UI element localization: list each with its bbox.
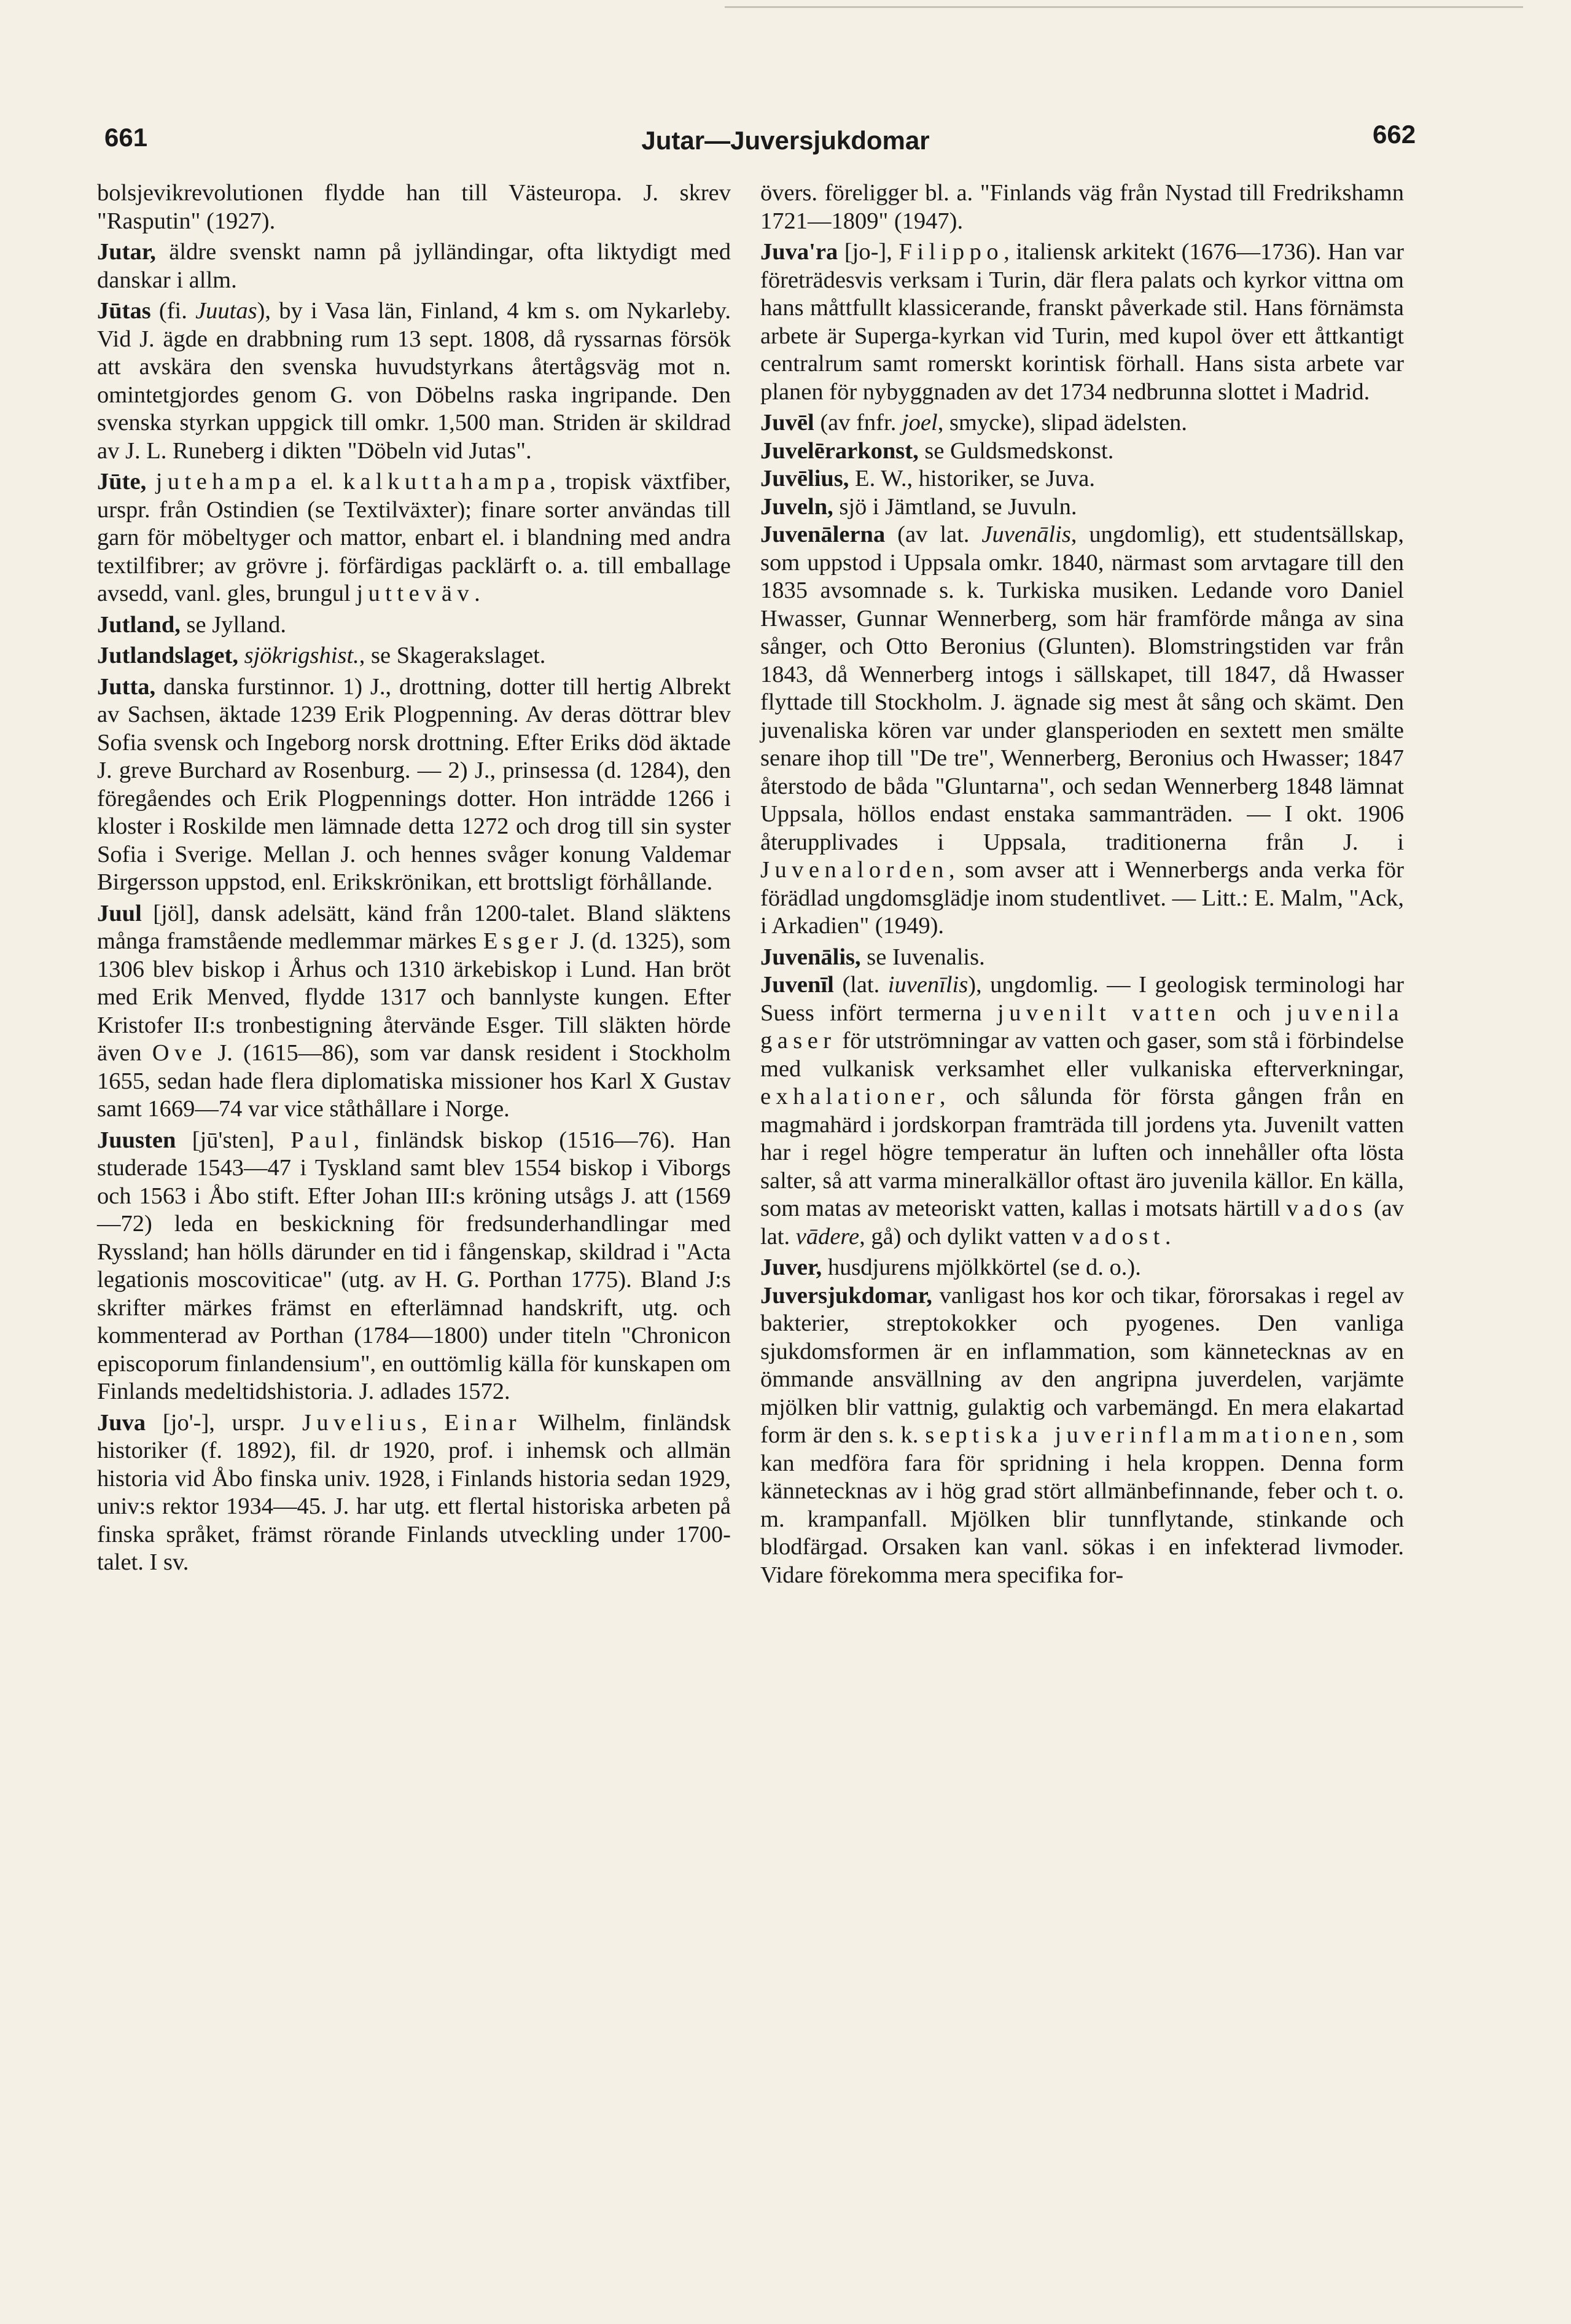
entry-text: danska furstinnor. 1) J., drottning, dotter till hertig Albrekt av Sachsen, äktade 1239 Erik Plogpenning. Av deras döttrar blev Sofia svensk och Ingeborg norsk drottning. Efter Eriks död äktade J. greve Burchard av Rosenburg. — 2) J., prinsessa (d. 1284), den föregåendes och Erik Plogpennings dotter. Hon inträdde 1266 i kloster i Roskilde men lämnade detta 1272 och drog till sin syster Sofia i Sverige. Mellan J. och hennes svåger konung Valdemar Birgersson uppstod, enl. Erikskrönikan, ett brottsligt förhållande.	[97, 673, 731, 895]
entry-text: kalkuttahampa	[343, 469, 550, 495]
dictionary-entry	[97, 1409, 731, 1577]
entry-text: för utströmningar av vatten och gaser, som stå i förbindelse med vulkanisk verksamhet eller vulkaniska efterverkningar,	[760, 1028, 1404, 1082]
entry-text: se Iuvenalis.	[860, 944, 985, 970]
entry-text: övers. föreligger bl. a. "Finlands väg från Nystad till Fredrikshamn 1721—1809" (1947).	[760, 180, 1404, 234]
entry-text	[238, 643, 244, 668]
left-page-number: 661	[104, 123, 148, 152]
entry-text: J. (1615—86), som var dansk resident i Stockholm 1655, sedan hade flera diplomatiska missioner hos Karl X Gustav samt 1669—74 var vice ståthållare i Norge.	[97, 1040, 731, 1122]
dictionary-entry	[760, 1254, 1404, 1282]
entry-text	[146, 469, 155, 495]
entry-text: , gå) och dylikt vatten	[859, 1223, 1072, 1250]
entry-text: exhalationer	[760, 1084, 940, 1109]
left-column	[97, 179, 731, 1580]
entry-text: (av lat.	[760, 1195, 1404, 1250]
entry-text: och	[1221, 1000, 1287, 1026]
entry-text: E. W., historiker, se Juva.	[849, 466, 1095, 491]
scan-edge-line	[725, 6, 1523, 8]
entry-text: bolsjevikrevolutionen flydde han till Västeuropa. J. skrev "Rasputin" (1927).	[97, 180, 731, 234]
entry-headword: Juveln,	[760, 493, 833, 520]
entry-text: Esger	[483, 928, 563, 954]
entry-headword: Jūte,	[97, 469, 147, 495]
entry-text: .	[474, 581, 480, 606]
entry-headword: Juver,	[760, 1254, 822, 1280]
entry-text: iuvenīlis	[887, 972, 969, 998]
running-title: Jutar—Juversjukdomar	[641, 126, 930, 155]
entry-text: juvenilt vatten	[997, 1000, 1222, 1026]
entry-headword: Jūtas	[97, 298, 151, 324]
right-column	[760, 179, 1404, 1592]
dictionary-entry	[97, 468, 731, 608]
entry-text: (lat.	[833, 972, 888, 998]
entry-headword: Juul	[97, 900, 142, 926]
entry-text: Wilhelm, finländsk historiker (f. 1892), fil. dr 1920, prof. i inhemsk och allmän historia vid Åbo finska univ. 1928, i Finlands historia sedan 1929, univ:s rektor 1934—45. J. har utg. ett flertal historiska arbeten på finska språket, främst rörande Finlands utveckling under 1700-talet. I sv.	[97, 1409, 731, 1575]
entry-text: husdjurens mjölkkörtel (se d. o.).	[822, 1254, 1141, 1280]
dictionary-entry	[97, 611, 731, 640]
entry-text: Paul	[290, 1127, 354, 1153]
entry-text: Juvenalorden	[760, 857, 949, 883]
entry-text: se Guldsmedskonst.	[918, 437, 1114, 464]
entry-headword: Juva'ra	[760, 239, 838, 265]
entry-text: , ungdomlig), ett studentsällskap, som uppstod i Uppsala omkr. 1840, närmast som arvtagare till den 1835 avsomnade s. k. Turkiska musiken. Ledande voro Daniel Hwasser, Gunnar Wennerberg, som här framförde många av sina sånger, och Otto Beronius (Glunten). Blomstringstiden var från 1843, då Wennerberg intogs i sällskapet, till 1847, då Hwasser flyttade till Stockholm. J. ägnade sig mest åt sång och skämt. Den juvenaliska kören var under glansperioden en sextett men smälte senare ihop till "De tre", Wennerberg, Beronius och Hwasser; 1847 återstodo de båda "Gluntarna", och sedan Wennerberg 1848 lämnat Uppsala, höllos endast enstaka sammanträden. — I okt. 1906 återupplivades i Uppsala, traditionerna från J. i	[760, 522, 1404, 855]
dictionary-entry	[760, 1282, 1404, 1590]
entry-text: jutehampa	[155, 469, 302, 495]
entry-text: Juvelius	[302, 1409, 421, 1436]
entry-text: [jū'sten],	[176, 1127, 291, 1153]
entry-text: vados	[1286, 1195, 1368, 1221]
entry-headword: Juvēlius,	[760, 466, 849, 491]
entry-headword: Juvelērarkonst,	[760, 437, 919, 464]
entry-headword: Juusten	[97, 1127, 176, 1153]
entry-headword: Jutlandslaget,	[97, 643, 238, 668]
dictionary-entry	[97, 238, 731, 294]
entry-text: ), by i Vasa län, Finland, 4 km s. om Nykarleby. Vid J. ägde en drabbning rum 13 sept. 1808, då ryssarnas försök att avskära den svenska huvudstyrkans återtågsväg mot n. omintetgjordes genom G. von Döbelns raska ingripande. Den svenska styrkan uppgick till omkr. 1,500 man. Striden är skildrad av J. L. Runeberg i dikten "Döbeln vid Jutas".	[97, 298, 731, 464]
dictionary-entry	[760, 971, 1404, 1251]
entry-text: , tropisk växtfiber, urspr. från Ostindien (se Textilväxter); finare sorter användas till garn för möbeltyger och mattor, enbart el. i blandning med andra textilfibrer; av grövre j. förfärdigas packlärft o. a. till emballage avsedd, vanl. gles, brungul	[97, 469, 731, 606]
dictionary-entry	[760, 238, 1404, 406]
entry-text: , som avser att i Wennerbergs anda verka för förädlad ungdomsglädje inom studentlivet. — Litt.: E. Malm, "Ack, i Arkadien" (1949).	[760, 857, 1404, 939]
entry-text: , italiensk arkitekt (1676—1736). Han var företrädesvis verksam i Turin, där flera palats och kyrkor vittna om hans måttfullt klassicerande, franskt påverkade stil. Hans förnämsta arbete är Superga-kyrkan vid Turin, med kupol över ett åttkantigt centralrum samt romerskt korintisk förhall. Hans sista arbete var planen för nybyggnaden av det 1734 nedbrunna slottet i Madrid.	[760, 239, 1404, 405]
entry-text: joel	[902, 410, 938, 436]
entry-text: juvenila gaser	[760, 1000, 1404, 1054]
dictionary-entry	[760, 465, 1404, 493]
entry-text: (av lat.	[885, 522, 982, 547]
entry-text: [jöl], dansk adelsätt, känd från 1200-talet. Bland släktens många framstående medlemmar märkes	[97, 900, 731, 954]
dictionary-entry	[97, 1127, 731, 1406]
entry-headword: Juvenālerna	[760, 522, 886, 547]
entry-text: Filippo	[899, 239, 1004, 265]
dictionary-entry	[97, 900, 731, 1124]
entry-text: äldre svenskt namn på jylländingar, ofta liktydigt med danskar i allm.	[97, 239, 731, 293]
entry-headword: Jutta,	[97, 673, 156, 700]
entry-headword: Jutar,	[97, 239, 156, 265]
entry-headword: Juva	[97, 1409, 146, 1436]
dictionary-entry	[97, 179, 731, 235]
dictionary-entry	[97, 297, 731, 465]
entry-headword: Juvenālis,	[760, 944, 861, 970]
entry-text: septiska juverinflammationen	[925, 1422, 1352, 1448]
entry-text: vadost	[1072, 1223, 1165, 1250]
entry-text: el.	[301, 469, 343, 495]
entry-text: (fi.	[150, 298, 196, 324]
right-page-number: 662	[1373, 120, 1416, 149]
entry-text: ,	[421, 1409, 445, 1436]
entry-text: , se Skagerakslaget.	[359, 643, 546, 668]
entry-headword: Juvenīl	[760, 972, 834, 998]
dictionary-entry	[97, 642, 731, 670]
entry-text: , och sålunda för första gången från en magmahärd i jordskorpan framträda till jordens yta. Juvenilt vatten har i regel högre temperatur än luften och innehåller ofta lösta salter, så att varma mineralkällor oftast äro juvenila källor. En källa, som matas av meteoriskt vatten, kallas i motsats härtill	[760, 1084, 1404, 1221]
entry-text: vādere	[795, 1223, 860, 1250]
entry-text: , som kan medföra fara för spridning i hela kroppen. Denna form kännetecknas av i hög grad stört allmänbefinnande, feber och t. o. m. krampanfall. Mjölken blir tunnflytande, stinkande och blodfärgad. Orsaken kan vanl. sökas i en infekterad livmoder. Vidare förekomma mera specifika for-	[760, 1422, 1404, 1588]
entry-text: jutteväv	[356, 581, 475, 606]
entry-text: .	[1164, 1223, 1171, 1250]
entry-text: [jo-],	[838, 239, 899, 265]
entry-text: (av fnfr.	[814, 410, 902, 436]
dictionary-entry	[760, 521, 1404, 941]
dictionary-entry	[760, 179, 1404, 235]
entry-text: , finländsk biskop (1516—76). Han studerade 1543—47 i Tyskland samt blev 1554 biskop i Viborgs och 1563 i Åbo stift. Efter Johan III:s kröning utsågs J. att (1569—72) leda en beskickning för fredsunderhandlingar med Ryssland; han hölls därunder en tid i fångenskap, skildrad i "Acta legationis moscoviticae" (utg. av H. G. Porthan 1775). Bland J:s skrifter märkes främst en efterlämnad handskrift, utg. och kommenterad av Porthan (1784—1800) under titeln "Chronicon episcoporum finlandensium", en outtömlig källa för kunskapen om Finlands medeltidshistoria. J. adlades 1572.	[97, 1127, 731, 1404]
entry-text: Juutas	[195, 298, 257, 324]
entry-text: ), ungdomlig. — I geologisk terminologi har Suess infört termerna	[760, 972, 1404, 1026]
entry-text: sjö i Jämtland, se Juvuln.	[833, 493, 1077, 520]
dictionary-entry	[760, 437, 1404, 466]
entry-text: [jo'-], urspr.	[146, 1409, 303, 1436]
dictionary-entry	[97, 673, 731, 897]
entry-headword: Juversjukdomar,	[760, 1282, 932, 1309]
dictionary-entry	[760, 944, 1404, 972]
dictionary-entry	[760, 493, 1404, 522]
entry-text: Juvenālis	[981, 522, 1071, 547]
entry-headword: Juvēl	[760, 410, 814, 436]
entry-text: se Jylland.	[180, 611, 287, 638]
entry-text: vanligast hos kor och tikar, förorsakas i regel av bakterier, streptokokker och pyogenes. Den vanliga sjukdomsformen är en inflammation, som kännetecknas av en ömmande ansvällning av den angripna juverdelen, varjämte mjölken blir vattnig, gulaktig och varbemängd. En mera elakartad form är den s. k.	[760, 1282, 1404, 1448]
entry-headword: Jutland,	[97, 611, 181, 638]
entry-text: Einar	[444, 1409, 522, 1436]
entry-text: sjökrigshist.	[244, 643, 359, 668]
dictionary-entry	[760, 409, 1404, 437]
entry-text: Ove	[152, 1040, 208, 1066]
entry-text: J. (d. 1325), som 1306 blev biskop i Århus och 1310 ärkebiskop i Lund. Han bröt med Erik Menved, flydde 1317 och bannlyste kungen. Efter Kristofer II:s tronbestigning återvände Esger. Till släkten hörde även	[97, 928, 731, 1066]
entry-text: , smycke), slipad ädelsten.	[937, 410, 1187, 436]
